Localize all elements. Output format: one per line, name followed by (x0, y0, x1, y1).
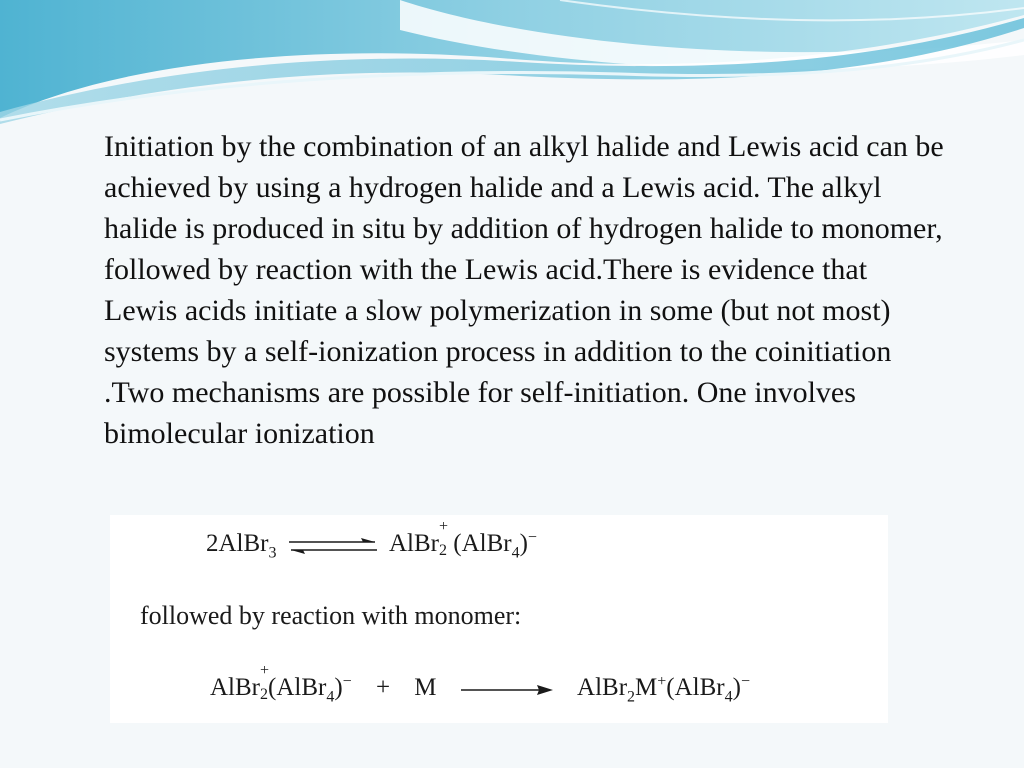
cation-charge: + 2 (260, 662, 270, 704)
plus-sign: + (375, 674, 391, 702)
cation: AlBr (210, 674, 260, 702)
reaction-arrow-icon (457, 680, 557, 700)
product-monomer: M (635, 674, 658, 702)
product-anion-charge: − (527, 529, 537, 546)
reactant-formula: AlBr (218, 530, 269, 558)
equation-self-ionization (206, 518, 537, 562)
anion-subscript: 4 (326, 688, 335, 706)
product-anion: (AlBr (453, 530, 512, 558)
equation-monomer-reaction (210, 662, 750, 706)
reactant-subscript: 3 (268, 544, 277, 562)
equation-caption: followed by reaction with monomer: (140, 601, 522, 630)
product-anion-close: ) (519, 530, 528, 558)
product-cation-charge: + 2 (439, 518, 449, 560)
anion: (AlBr (268, 674, 327, 702)
product-anion: (AlBr (666, 674, 725, 702)
reactant-coefficient: 2 (206, 530, 219, 558)
anion-close: ) (334, 674, 343, 702)
body-paragraph: Initiation by the combination of an alkyl halide and Lewis acid can be achieved by using a hydrogen halide and a Lewis acid. The alkyl halide is produced in situ by addition of hydrogen halide to monomer, followed by reaction with the Lewis acid.There is evidence that Lewis acids initiate a slow polymerization in some (but not most) systems by a self-ionization process in addition to the coinitiation .Two mechanisms are possible for self-initiation. One involves bimolecular ionization (104, 130, 944, 450)
product-anion-subscript: 4 (724, 688, 733, 706)
equilibrium-arrow-icon (283, 536, 383, 556)
header-wave-banner (0, 0, 1024, 130)
product-cation: AlBr (389, 530, 439, 558)
product-charge: + (657, 673, 667, 690)
product-subscript: 2 (627, 688, 636, 706)
product-anion-subscript: 4 (511, 544, 520, 562)
reaction-equations-figure (110, 515, 888, 723)
product: AlBr (577, 674, 628, 702)
product-anion-close: ) (732, 674, 741, 702)
monomer: M (414, 674, 437, 702)
product-anion-charge: − (740, 673, 750, 690)
anion-charge: − (342, 673, 352, 690)
